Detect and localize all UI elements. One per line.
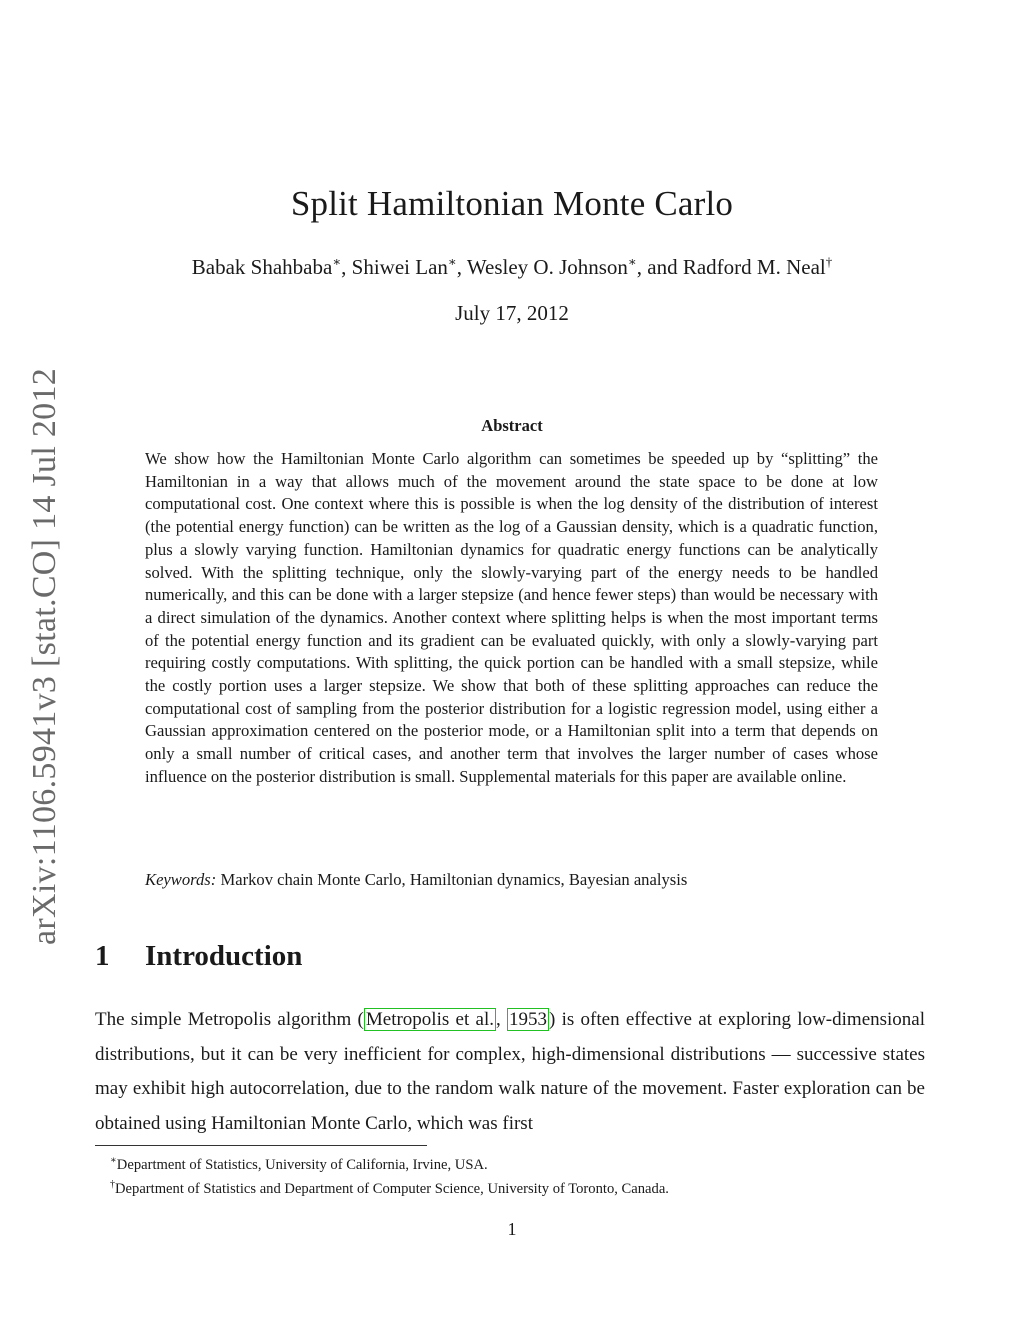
- author-affiliation-mark: ∗: [332, 254, 342, 269]
- author-name: Wesley O. Johnson: [466, 255, 628, 279]
- author-affiliation-mark: ∗: [447, 254, 457, 269]
- citation-separator: ,: [495, 1009, 508, 1030]
- citation-link-author[interactable]: Metropolis et al.: [365, 1009, 494, 1030]
- footnote-divider: [95, 1145, 427, 1146]
- publication-date: July 17, 2012: [455, 301, 569, 325]
- author-name: Shiwei Lan: [351, 255, 448, 279]
- intro-text-rest: ) is often effective at exploring low-dimensional distributions, but it can be very inefficient for complex, high-dimensional distributions — successive states may exhibit high autocorrelation, due to the random walk nature of the movement. Faster exploration can be obtained using Hamiltonian Monte Carlo, which was first: [95, 1009, 926, 1135]
- author-separator: ,: [456, 255, 467, 279]
- author-name: Babak Shahbaba: [191, 255, 333, 279]
- footnote-text: Department of Statistics and Department of Computer Science, University of Toronto, Canada.: [115, 1180, 669, 1197]
- author-name: Radford M. Neal: [682, 255, 826, 279]
- author-affiliation-mark: ∗: [627, 254, 637, 269]
- footnotes: [110, 1151, 910, 1199]
- arxiv-identifier-stamp: arXiv:1106.5941v3 [stat.CO] 14 Jul 2012: [26, 367, 63, 945]
- page-number: 1: [507, 1219, 517, 1239]
- keywords-label: Keywords:: [145, 870, 217, 889]
- keywords-text: Markov chain Monte Carlo, Hamiltonian dynamics, Bayesian analysis: [220, 870, 688, 889]
- author-list: [0, 254, 1024, 280]
- author-affiliation-mark: †: [825, 254, 833, 269]
- section-title: Introduction: [145, 940, 303, 972]
- abstract-body: We show how the Hamiltonian Monte Carlo algorithm can sometimes be speeded up by “splitting” the Hamiltonian in a way that allows much of the movement around the state space to be done at low computational cost. One context where this is possible is when the log density of the distribution of interest (the potential energy function) can be written as the log of a Gaussian density, which is a quadratic function, plus a slowly varying function. Hamiltonian dynamics for quadratic energy functions can be analytically solved. With the splitting technique, only the slowly-varying part of the energy needs to be handled numerically, and this can be done with a larger stepsize (and hence fewer steps) than would be necessary with a direct simulation of the dynamics. Another context where splitting helps is when the most important terms of the potential energy function and its gradient can be evaluated quickly, with only a slowly-varying part requiring costly computations. With splitting, the quick portion can be handled with a small stepsize, while the costly portion uses a larger stepsize. We show that both of these splitting approaches can reduce the computational cost of sampling from the posterior distribution for a logistic regression model, using either a Gaussian approximation centered on the posterior mode, or a Hamiltonian split into a term that depends on only a small number of critical cases, and another term that involves the larger number of cases whose influence on the posterior distribution is small. Supplemental materials for this paper are available online.: [145, 449, 878, 786]
- footnote-text: Department of Statistics, University of California, Irvine, USA.: [116, 1156, 488, 1173]
- footnote-mark: †: [110, 1178, 115, 1190]
- intro-text-start: The simple Metropolis algorithm (: [95, 1009, 364, 1030]
- footnote: [110, 1151, 910, 1175]
- keywords-line: [145, 870, 878, 890]
- footnote-mark: ∗: [110, 1155, 117, 1166]
- abstract-heading: Abstract: [481, 416, 543, 435]
- citation-link-year[interactable]: 1953: [509, 1009, 548, 1030]
- section-number: 1: [95, 940, 110, 972]
- author-separator: ,: [341, 255, 352, 279]
- footnote: [110, 1175, 910, 1199]
- section-heading: [95, 940, 302, 973]
- introduction-paragraph: [95, 1003, 925, 1142]
- author-separator: , and: [636, 255, 683, 279]
- paper-title: Split Hamiltonian Monte Carlo: [290, 184, 734, 223]
